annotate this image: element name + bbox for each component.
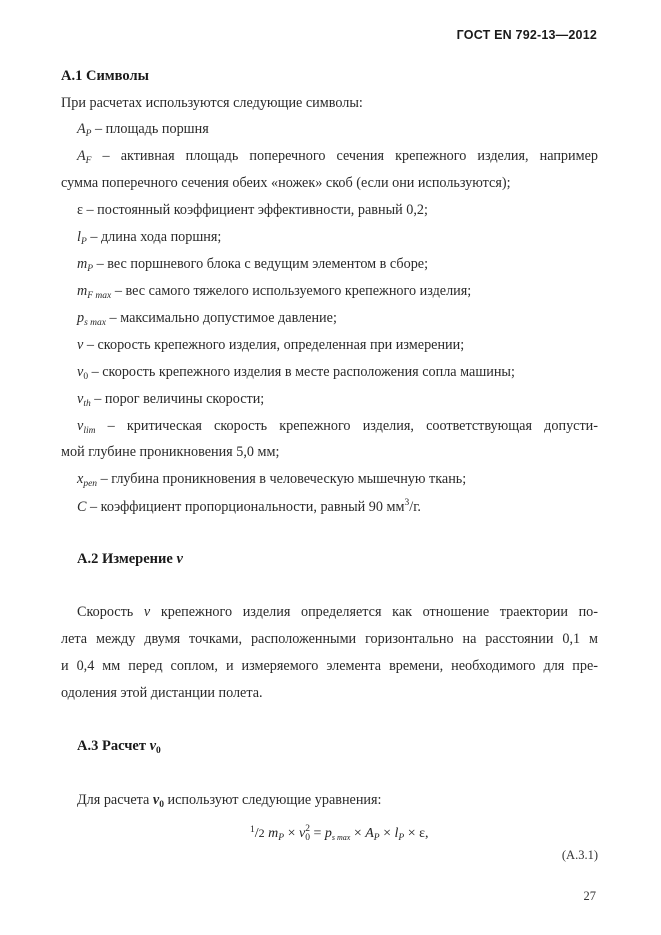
equation-number: (А.3.1) (561, 848, 598, 862)
eq-times: × (350, 826, 366, 842)
symbol: v (77, 337, 84, 353)
symbol-ap (77, 121, 209, 139)
eq-times: × (284, 826, 299, 842)
symbol-v0 (77, 364, 515, 382)
superscript: 3 (404, 498, 410, 508)
symbol: v (77, 391, 84, 407)
text: Скорость (77, 604, 144, 620)
eq-p-sub: s max (331, 833, 351, 843)
eq-v-sub: 0 (305, 833, 310, 843)
subscript: th (83, 399, 91, 409)
symbol: ε (77, 202, 83, 218)
subscript: F (85, 156, 92, 166)
document-code-header: ГОСТ EN 792-13—2012 (456, 28, 597, 42)
symbol: v (143, 604, 151, 620)
definition: – порог величины скорости; (90, 391, 265, 407)
definition: – скорость крепежного изделия в месте расположения сопла машины; (88, 364, 515, 380)
symbol-af-line2: сумма поперечного сечения обеих «ножек» скоб (если они используются); (61, 175, 511, 191)
symbol: m (77, 283, 88, 299)
text: крепежного изделия определяется как отношение траектории по- (150, 604, 598, 620)
half-numerator: 1 (250, 825, 255, 836)
a2-paragraph-line2: лета между двумя точками, расположенными горизонтально на расстоянии 0,1 м (61, 631, 598, 647)
symbol-xpen (77, 471, 466, 489)
half-denominator: 2 (258, 826, 265, 841)
equation-a3-1 (250, 825, 429, 843)
symbol-v (77, 337, 464, 354)
eq-epsilon: ε, (419, 826, 429, 842)
definition: – длина хода поршня; (86, 229, 222, 245)
section-a2-heading (77, 551, 183, 568)
a2-paragraph-line4: одоления этой дистанции полета. (61, 685, 263, 701)
symbol: m (77, 256, 88, 272)
eq-times: × (379, 826, 395, 842)
subscript: 0 (83, 372, 89, 382)
symbol: C (77, 499, 87, 515)
symbol-mf-max (77, 283, 471, 301)
symbol-epsilon (77, 202, 428, 219)
definition: – площадь поршня (91, 121, 209, 137)
symbol: v (77, 364, 84, 380)
symbol: A (77, 148, 86, 164)
symbol-vth (77, 391, 264, 409)
eq-equals: = (309, 826, 325, 842)
symbol: A (77, 121, 86, 137)
subscript: lim (83, 426, 96, 436)
text: Для расчета (77, 792, 153, 808)
section-a1-heading: А.1 Символы (61, 68, 149, 84)
eq-p: p (324, 826, 332, 842)
a2-paragraph-line1 (77, 604, 598, 621)
eq-l-sub: P (398, 833, 405, 844)
eq-a-sub: P (373, 833, 380, 844)
symbol-ps-max (77, 310, 337, 328)
heading-text: А.2 Измерение (77, 551, 177, 567)
symbol-vlim-line1 (77, 418, 598, 436)
heading-symbol: v (149, 738, 157, 754)
definition: – вес поршневого блока с ведущим элементом в сборе; (93, 256, 429, 272)
eq-m: m (268, 826, 279, 842)
symbol-vlim-line2: мой глубине проникновения 5,0 мм; (61, 444, 280, 460)
heading-subscript: 0 (156, 746, 161, 756)
symbol: v (152, 792, 160, 808)
eq-times: × (404, 826, 420, 842)
subscript: pen (83, 479, 98, 489)
subscript: F max (87, 291, 112, 301)
subscript: P (87, 264, 94, 274)
symbol: l (77, 229, 81, 245)
heading-text: А.3 Расчет (77, 738, 150, 754)
symbol-c (77, 498, 421, 516)
section-a3-heading (77, 738, 161, 756)
symbols-intro: При расчетах используются следующие символы: (61, 95, 363, 111)
fraction-slash: / (254, 826, 259, 842)
symbol-mp (77, 256, 428, 274)
definition: – критическая скорость крепежного изделия, соответствующая допусти- (95, 418, 598, 434)
eq-m-sub: P (278, 833, 285, 844)
subscript: P (80, 237, 87, 247)
a2-paragraph-line3: и 0,4 мм перед соплом, и измеряемого элемента времени, необходимого для пре- (61, 658, 598, 674)
eq-a: A (365, 826, 374, 842)
subscript: s max (84, 318, 106, 328)
symbol: p (77, 310, 85, 326)
definition: – скорость крепежного изделия, определенная при измерении; (83, 337, 465, 353)
a3-paragraph (77, 792, 381, 810)
definition: – активная площадь поперечного сечения крепежного изделия, например (91, 148, 598, 164)
page-number: 27 (583, 889, 596, 903)
symbol: x (77, 471, 84, 487)
definition: – коэффициент пропорциональности, равный 90 мм (86, 499, 405, 515)
eq-v: v (298, 826, 306, 842)
eq-l: l (394, 826, 399, 842)
heading-symbol: v (176, 551, 183, 567)
subscript: P (85, 129, 92, 139)
symbol-af-line1 (77, 148, 598, 166)
definition: – максимально допустимое давление; (106, 310, 337, 326)
text: используют следующие уравнения: (163, 792, 382, 808)
unit-tail: /г. (409, 499, 421, 515)
eq-v-sup: 2 (305, 824, 310, 834)
symbol-lp (77, 229, 221, 247)
symbol: v (77, 418, 84, 434)
definition: – глубина проникновения в человеческую мышечную ткань; (97, 471, 467, 487)
definition: – вес самого тяжелого используемого крепежного изделия; (111, 283, 472, 299)
definition: – постоянный коэффициент эффективности, равный 0,2; (82, 202, 428, 218)
subscript: 0 (159, 800, 164, 810)
